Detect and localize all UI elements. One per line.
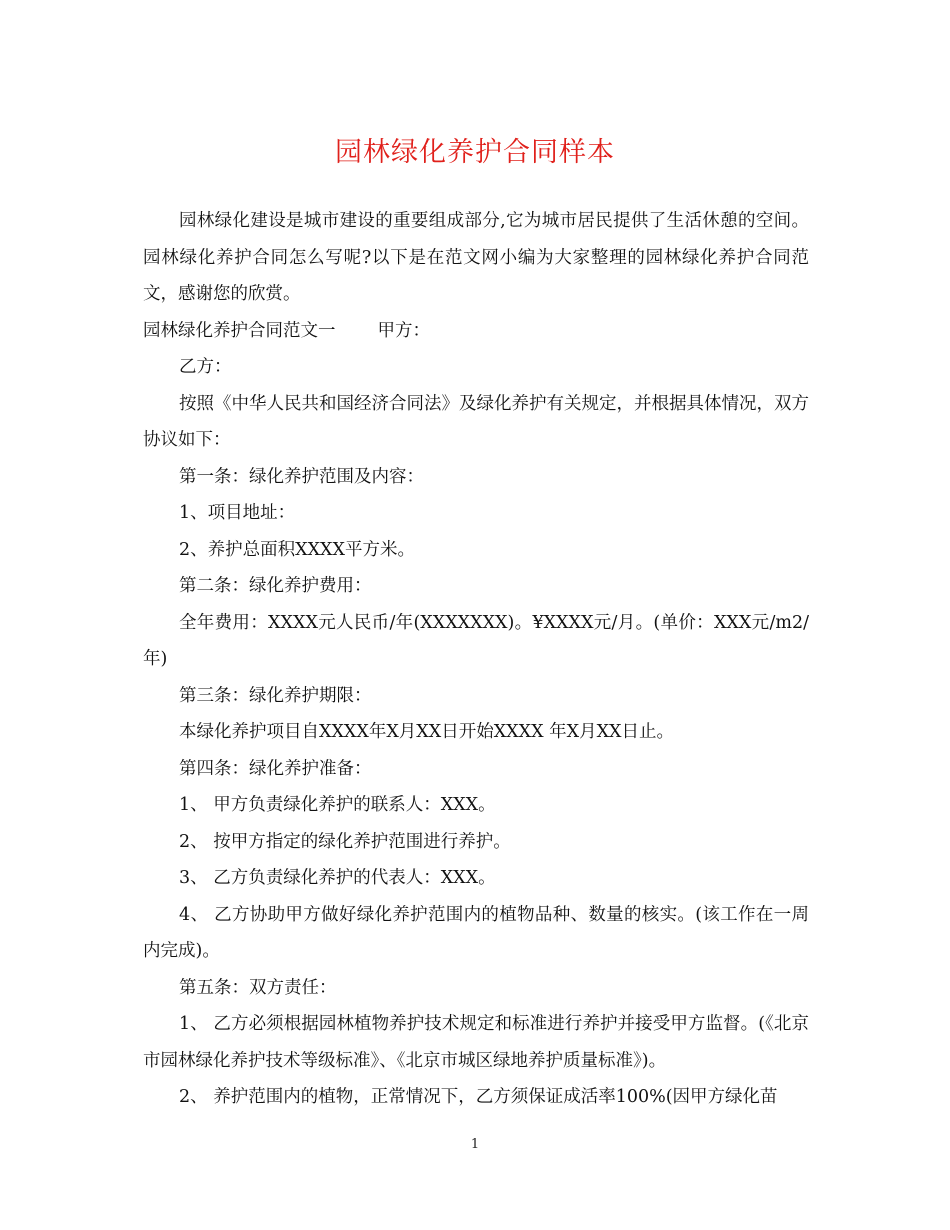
article-2-heading: 第二条：绿化养护费用： xyxy=(179,576,372,596)
intro-paragraph: 园林绿化建设是城市建设的重要组成部分,它为城市居民提供了生活休憩的空间。园林绿化养护合同怎么写呢?以下是在范文网小编为大家整理的园林绿化养护合同范文，感谢您的欣赏。 xyxy=(143,211,809,304)
document-body xyxy=(143,203,809,1116)
party-a-label: 甲方： xyxy=(377,320,430,341)
article-2-fee: 全年费用：XXXX元人民币/年(XXXXXXX)。¥XXXX元/月。(单价：XXX元/m2/年) xyxy=(143,612,809,669)
article-5-item-1: 1、 乙方必须根据园林植物养护技术规定和标准进行养护并接受甲方监督。(《北京市园林绿化养护技术等级标准》、《北京市城区绿地养护质量标准》)。 xyxy=(143,1014,809,1071)
article-5-item-2: 2、 养护范围内的植物，正常情况下，乙方须保证成活率100%(因甲方绿化苗 xyxy=(179,1087,778,1107)
article-4-heading: 第四条：绿化养护准备： xyxy=(179,758,372,779)
article-3-heading: 第三条：绿化养护期限： xyxy=(179,685,372,706)
article-1-item-2: 2、养护总面积XXXX平方米。 xyxy=(179,539,415,560)
article-3-period: 本绿化养护项目自XXXX年X月XX日开始XXXX 年X月XX日止。 xyxy=(179,722,674,742)
basis-paragraph: 按照《中华人民共和国经济合同法》及绿化养护有关规定，并根据具体情况，双方协议如下： xyxy=(143,393,809,450)
page-number: 1 xyxy=(470,1137,480,1152)
article-4-item-4: 4、 乙方协助甲方做好绿化养护范围内的植物品种、数量的核实。(该工作在一周内完成)。 xyxy=(143,904,809,961)
sample-heading-line xyxy=(143,313,809,350)
article-4-item-3: 3、 乙方负责绿化养护的代表人：XXX。 xyxy=(179,868,496,888)
sample-heading: 园林绿化养护合同范文一 xyxy=(143,320,336,341)
party-b-label: 乙方： xyxy=(179,357,232,377)
article-4-item-2: 2、 按甲方指定的绿化养护范围进行养护。 xyxy=(179,831,511,852)
article-1-heading: 第一条：绿化养护范围及内容： xyxy=(179,466,424,487)
article-4-item-1: 1、 甲方负责绿化养护的联系人：XXX。 xyxy=(179,795,496,815)
article-5-heading: 第五条：双方责任： xyxy=(179,977,337,998)
article-1-item-1: 1、项目地址： xyxy=(179,503,296,523)
document-title: 园林绿化养护合同样本 xyxy=(335,137,615,168)
